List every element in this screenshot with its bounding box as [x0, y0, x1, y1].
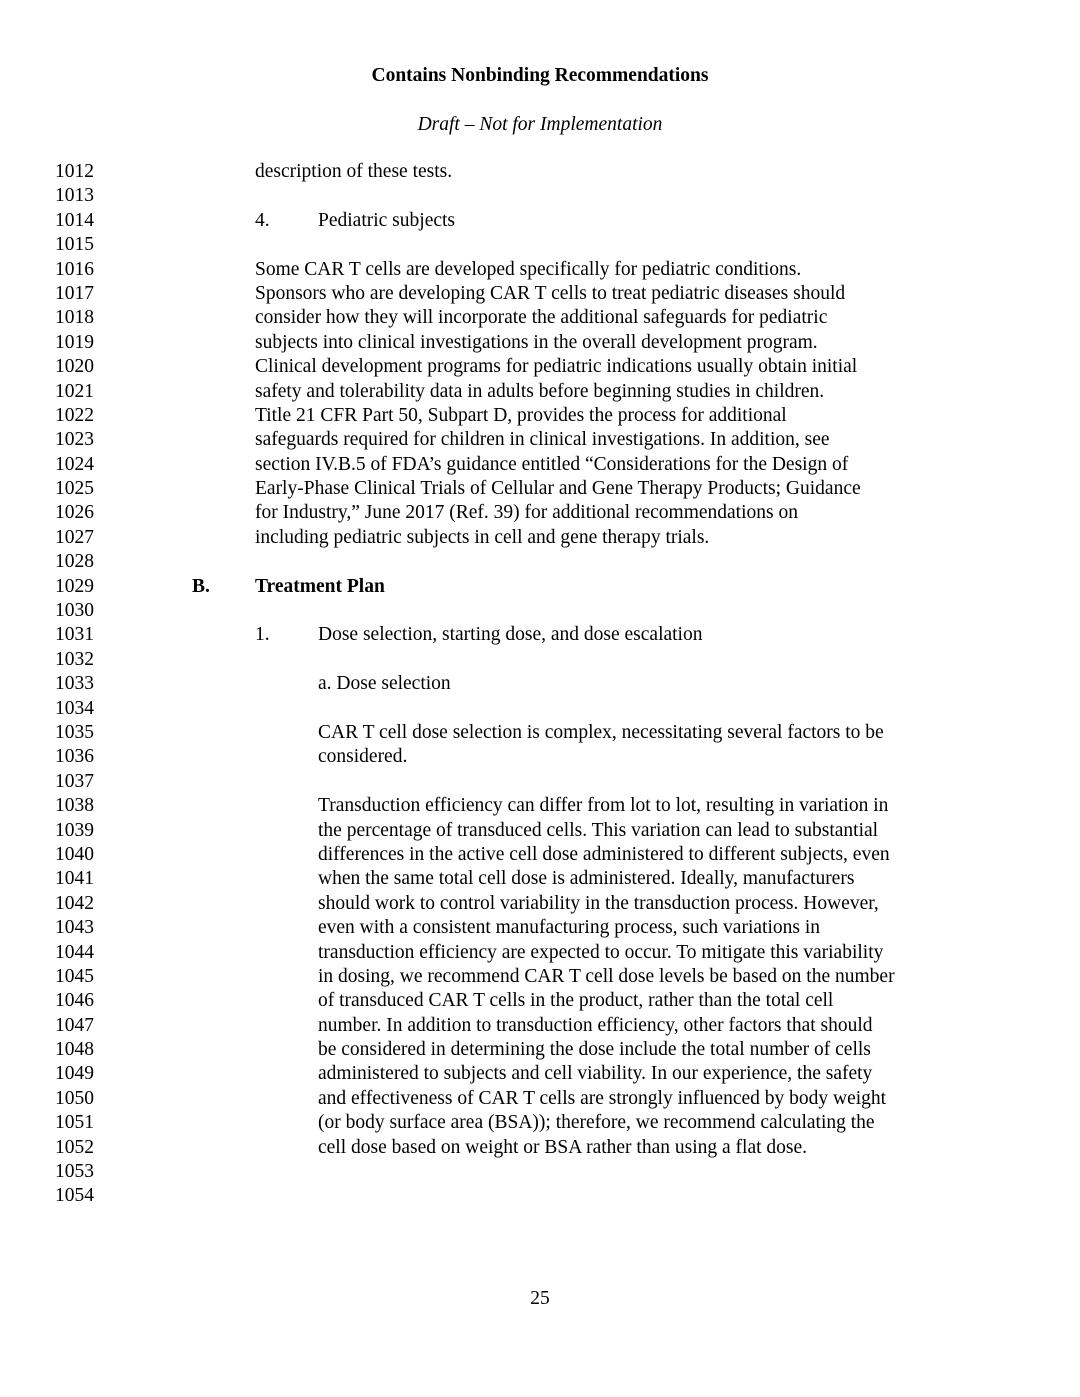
line-text: Early-Phase Clinical Trials of Cellular and Gene Therapy Products; Guidance	[255, 478, 861, 500]
line-text: safeguards required for children in clinical investigations. In addition, see	[255, 429, 830, 451]
line-row	[0, 501, 1080, 525]
line-number: 1041	[55, 868, 94, 890]
line-row	[0, 233, 1080, 257]
line-row	[0, 1014, 1080, 1038]
line-text: even with a consistent manufacturing process, such variations in	[318, 917, 820, 939]
line-number: 1028	[55, 551, 94, 573]
line-text: differences in the active cell dose administered to different subjects, even	[318, 843, 890, 865]
line-number: 1039	[55, 819, 94, 841]
line-number: 1040	[55, 843, 94, 865]
line-row	[0, 282, 1080, 306]
document-body	[0, 160, 1080, 1209]
line-row	[0, 160, 1080, 184]
line-number: 1043	[55, 917, 94, 939]
line-text: a. Dose selection	[318, 673, 451, 695]
line-text: transduction efficiency are expected to occur. To mitigate this variability	[318, 941, 884, 963]
line-number: 1049	[55, 1063, 94, 1085]
line-text: the percentage of transduced cells. This variation can lead to substantial	[318, 819, 879, 841]
line-row	[0, 965, 1080, 989]
line-row	[0, 745, 1080, 769]
line-number: 1052	[55, 1136, 94, 1158]
section-letter: B.	[192, 575, 210, 597]
line-number: 1029	[55, 575, 94, 597]
line-row	[0, 989, 1080, 1013]
line-row	[0, 623, 1080, 647]
line-row	[0, 648, 1080, 672]
line-text: considered.	[318, 746, 408, 768]
line-row	[0, 1087, 1080, 1111]
line-number: 1013	[55, 185, 94, 207]
line-number: 1018	[55, 307, 94, 329]
line-row	[0, 306, 1080, 330]
line-text: cell dose based on weight or BSA rather than using a flat dose.	[318, 1136, 808, 1158]
line-text: when the same total cell dose is administered. Ideally, manufacturers	[318, 868, 855, 890]
line-number: 1046	[55, 990, 94, 1012]
line-number: 1044	[55, 941, 94, 963]
page-header-draft-notice: Draft – Not for Implementation	[417, 114, 663, 135]
line-number: 1014	[55, 209, 94, 231]
line-number: 1034	[55, 697, 94, 719]
line-row	[0, 794, 1080, 818]
line-row	[0, 892, 1080, 916]
line-row	[0, 550, 1080, 574]
line-row	[0, 819, 1080, 843]
line-text: should work to control variability in the transduction process. However,	[318, 892, 879, 914]
line-number: 1025	[55, 478, 94, 500]
line-number: 1054	[55, 1185, 94, 1207]
line-row	[0, 477, 1080, 501]
line-text: Some CAR T cells are developed specifically for pediatric conditions.	[255, 258, 802, 280]
line-row	[0, 941, 1080, 965]
line-text: number. In addition to transduction efficiency, other factors that should	[318, 1014, 873, 1036]
line-number: 1012	[55, 161, 94, 182]
line-row	[0, 428, 1080, 452]
line-row	[0, 1136, 1080, 1160]
line-text: administered to subjects and cell viability. In our experience, the safety	[318, 1063, 873, 1085]
line-text: section IV.B.5 of FDA’s guidance entitled “Considerations for the Design of	[255, 453, 849, 475]
subsection-heading: Dose selection, starting dose, and dose escalation	[318, 624, 703, 646]
line-row	[0, 1184, 1080, 1208]
line-row	[0, 1038, 1080, 1062]
page-header-title: Contains Nonbinding Recommendations	[371, 65, 709, 86]
subsection-heading: Pediatric subjects	[318, 209, 456, 231]
line-row	[0, 867, 1080, 891]
line-number: 1042	[55, 892, 94, 914]
line-number: 1031	[55, 624, 94, 646]
line-text: in dosing, we recommend CAR T cell dose levels be based on the number	[318, 965, 895, 987]
line-number: 1032	[55, 648, 94, 670]
line-number: 1023	[55, 429, 94, 451]
line-row	[0, 1062, 1080, 1086]
list-marker: 1.	[255, 624, 270, 646]
line-text: of transduced CAR T cells in the product, rather than the total cell	[318, 990, 834, 1012]
line-text: including pediatric subjects in cell and gene therapy trials.	[255, 526, 710, 548]
line-row	[0, 1111, 1080, 1135]
line-text: description of these tests.	[255, 161, 453, 182]
line-number: 1035	[55, 721, 94, 743]
line-number: 1030	[55, 600, 94, 622]
line-row	[0, 721, 1080, 745]
line-text: Clinical development programs for pediatric indications usually obtain initial	[255, 356, 858, 378]
line-row	[0, 843, 1080, 867]
line-number: 1022	[55, 404, 94, 426]
line-text: be considered in determining the dose include the total number of cells	[318, 1039, 871, 1061]
line-text: safety and tolerability data in adults before beginning studies in children.	[255, 380, 825, 402]
line-number: 1015	[55, 234, 94, 256]
line-number: 1048	[55, 1039, 94, 1061]
line-number: 1053	[55, 1161, 94, 1183]
line-text: and effectiveness of CAR T cells are strongly influenced by body weight	[318, 1087, 887, 1109]
line-row	[0, 770, 1080, 794]
line-number: 1026	[55, 502, 94, 524]
line-row	[0, 916, 1080, 940]
line-number: 1045	[55, 965, 94, 987]
line-number: 1038	[55, 795, 94, 817]
line-row	[0, 453, 1080, 477]
line-row	[0, 672, 1080, 696]
line-row	[0, 599, 1080, 623]
section-heading: Treatment Plan	[255, 575, 385, 597]
line-number: 1037	[55, 770, 94, 792]
line-number: 1036	[55, 746, 94, 768]
line-number: 1024	[55, 453, 94, 475]
line-number: 1020	[55, 356, 94, 378]
line-row	[0, 380, 1080, 404]
line-row	[0, 526, 1080, 550]
line-number: 1017	[55, 282, 94, 304]
page-number: 25	[530, 1288, 550, 1309]
line-number: 1016	[55, 258, 94, 280]
line-row	[0, 575, 1080, 599]
line-text: consider how they will incorporate the additional safeguards for pediatric	[255, 307, 828, 329]
line-row	[0, 209, 1080, 233]
line-text: CAR T cell dose selection is complex, necessitating several factors to be	[318, 721, 884, 743]
line-text: Title 21 CFR Part 50, Subpart D, provides the process for additional	[255, 404, 787, 426]
line-text: subjects into clinical investigations in the overall development program.	[255, 331, 818, 353]
line-text: for Industry,” June 2017 (Ref. 39) for additional recommendations on	[255, 502, 798, 524]
line-number: 1051	[55, 1112, 94, 1134]
line-row	[0, 697, 1080, 721]
line-row	[0, 184, 1080, 208]
line-row	[0, 258, 1080, 282]
line-row	[0, 404, 1080, 428]
line-row	[0, 331, 1080, 355]
line-row	[0, 1160, 1080, 1184]
line-text: (or body surface area (BSA)); therefore, we recommend calculating the	[318, 1112, 875, 1134]
line-number: 1047	[55, 1014, 94, 1036]
line-text: Sponsors who are developing CAR T cells to treat pediatric diseases should	[255, 282, 846, 304]
line-number: 1033	[55, 673, 94, 695]
line-text: Transduction efficiency can differ from lot to lot, resulting in variation in	[318, 795, 889, 817]
line-number: 1021	[55, 380, 94, 402]
line-number: 1027	[55, 526, 94, 548]
line-number: 1050	[55, 1087, 94, 1109]
list-marker: 4.	[255, 209, 270, 231]
line-row	[0, 355, 1080, 379]
line-number: 1019	[55, 331, 94, 353]
